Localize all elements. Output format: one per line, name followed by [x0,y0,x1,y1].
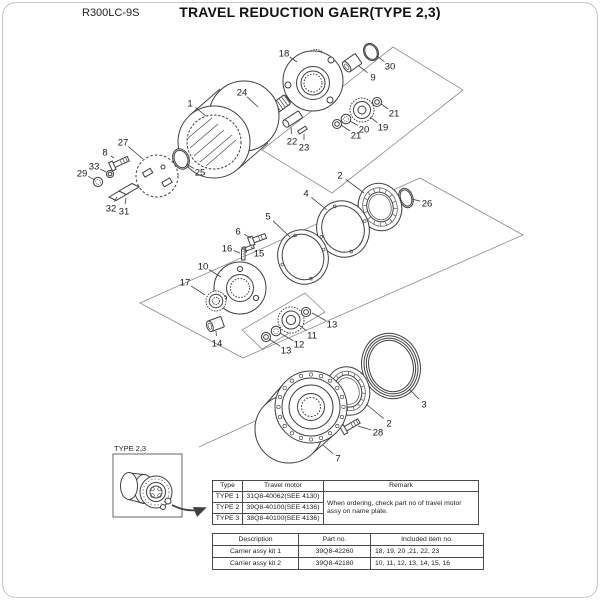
part-22-pin [282,111,303,129]
callout-33: 33 [88,161,100,173]
travel-motor-thumbnail [121,473,173,510]
callout-6: 6 [235,226,241,238]
callout-17: 17 [179,277,191,289]
callout-leader-21 [381,104,388,109]
callout-leader-19 [370,117,377,123]
callout-8: 8 [102,147,108,159]
col-header: Part no. [299,534,371,546]
callout-2: 2 [337,170,343,182]
part-14-bushing [205,316,224,332]
remark-cell: When ordering, check part no of travel motor assy on name plate. [324,492,479,525]
col-header: Type [213,481,243,492]
callout-28: 28 [372,427,384,439]
callout-leader-5 [273,221,290,237]
callout-19: 19 [377,122,389,134]
carrier-kits-table [212,533,484,570]
table-row [213,558,484,570]
table-cell: 31Q8-40062(SEE 4130) [243,492,324,503]
callout-24: 24 [236,87,248,99]
callout-leader-7 [323,445,333,453]
callout-5: 5 [265,211,271,223]
callout-18: 18 [278,48,290,60]
callout-22: 22 [286,136,298,148]
part-11-planet-gear [278,307,304,333]
part-1-ring-gear [178,81,279,178]
pointer-arrow-icon [172,505,205,510]
part-6-bolt [248,232,268,246]
callout-21: 21 [350,130,362,142]
table-cell: TYPE 1 [213,492,243,503]
col-header: Included item no. [371,534,484,546]
part-13-washer-left [261,332,270,341]
type-box-label: TYPE 2,3 [114,444,147,453]
callout-4: 4 [303,188,309,200]
type-box [113,444,205,517]
callout-leader-13 [312,313,326,321]
callout-11: 11 [307,330,317,342]
table-cell: Carrier assy kit 1 [213,546,299,558]
model-code: R300LC-9S [82,7,140,19]
part-33-ring [106,170,113,177]
part-29-plug [93,177,102,186]
part-12-roller [271,326,281,336]
callout-26: 26 [421,198,433,210]
callout-27: 27 [117,137,129,149]
callout-leader-20 [350,121,358,126]
callout-20: 20 [358,124,370,136]
part-19-gear [350,98,374,122]
part-23-pin [298,126,307,134]
callout-21: 21 [388,108,400,120]
col-header: Description [213,534,299,546]
callout-leader-27 [128,147,143,159]
table-cell: 39Q8-42260 [299,546,371,558]
callout-leader-17 [191,286,205,295]
callout-leader-2 [366,404,384,419]
table-cell: 39Q8-42180 [299,558,371,570]
callout-13: 13 [280,345,292,357]
callout-10: 10 [197,261,209,273]
table-cell: TYPE 3 [213,514,243,525]
callout-leader-29 [88,176,95,180]
table-cell: 18, 19, 20 ,21, 22, 23 [371,546,484,558]
callout-leader-9 [359,66,367,73]
callout-leader-16 [234,251,240,253]
table-row [213,492,479,503]
callout-30: 30 [384,61,396,73]
callout-leader-2 [346,179,364,193]
part-21-washer-left [333,120,342,129]
part-20-roller [341,114,351,124]
callout-32: 32 [105,203,117,215]
table-cell: Carrier assy kit 2 [213,558,299,570]
callout-leader-31 [125,198,126,204]
table-cell: 39Q8-40100(SEE 4136) [243,503,324,514]
part-31-plate [119,184,139,195]
callout-31: 31 [118,206,130,218]
callout-leader-3 [409,389,419,399]
callout-2: 2 [386,418,392,430]
part-16-spring-pin [242,249,246,260]
callout-leader-33 [100,169,106,172]
callout-3: 3 [421,399,427,411]
table-row [213,546,484,558]
callout-16: 16 [221,243,233,255]
callout-leader-8 [111,156,114,158]
callout-leader-21 [341,125,350,131]
page-title: TRAVEL REDUCTION GAER(TYPE 2,3) [179,4,441,20]
callout-9: 9 [370,72,376,84]
callout-leader-28 [358,426,371,430]
table-cell: 10, 11, 12, 13, 14, 15, 16 [371,558,484,570]
table-cell: TYPE 2 [213,503,243,514]
col-header: Travel motor [243,481,324,492]
part-7-hub [255,371,347,463]
part-13-washer-right [301,307,310,316]
part-9-roller [341,53,362,73]
callout-29: 29 [76,168,88,180]
part-27-plate [136,155,178,197]
table-cell: 38Q8-40100(SEE 4136) [243,514,324,525]
callout-7: 7 [335,453,341,465]
part-21-washer-right [373,98,382,107]
travel-motor-table [212,480,479,525]
callout-13: 13 [326,319,338,331]
callout-15: 15 [253,248,265,260]
col-header: Remark [324,481,479,492]
callout-12: 12 [293,339,305,351]
part-17-sun-gear [206,291,226,311]
part-30-ring [361,41,382,63]
callout-1: 1 [187,98,193,110]
callout-14: 14 [211,338,223,350]
callout-23: 23 [298,142,310,154]
callout-leader-4 [311,197,327,210]
callout-leader-22 [291,127,292,134]
callout-25: 25 [194,167,206,179]
